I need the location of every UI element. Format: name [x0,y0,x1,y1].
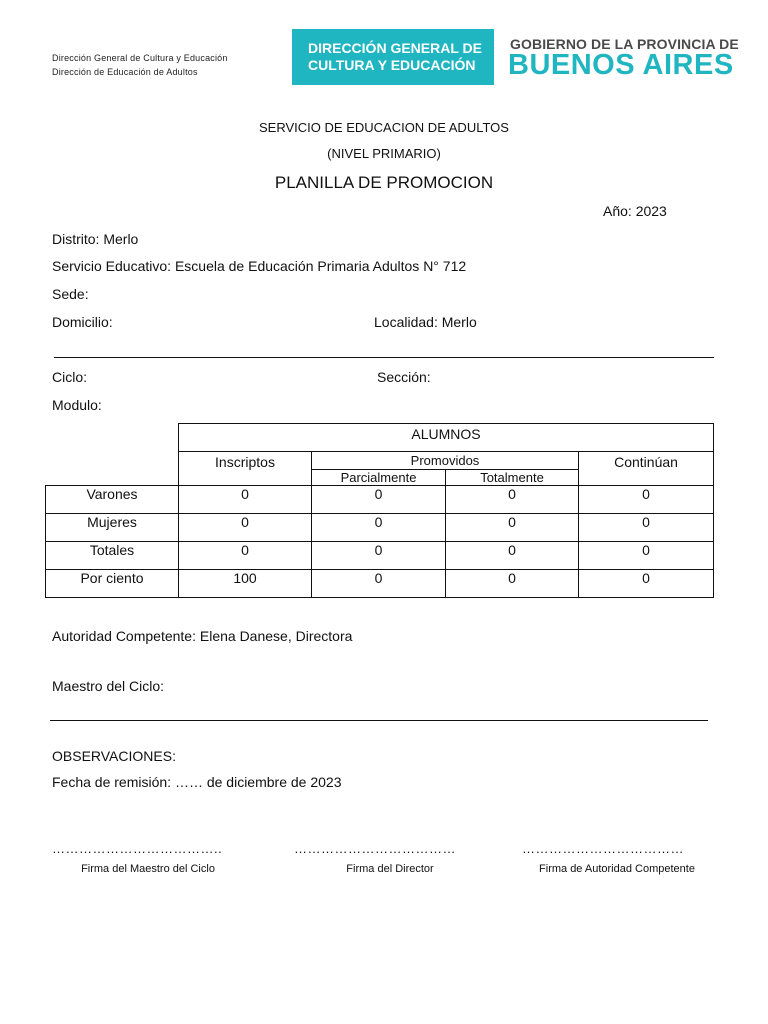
logo-line-2: CULTURA Y EDUCACIÓN [308,57,476,73]
header-small-line-1: Dirección General de Cultura y Educación [52,53,228,63]
year-field: Año: 2023 [603,203,667,219]
table-subheader-row [46,452,714,470]
parcialmente-header: Parcialmente [312,470,446,486]
district-field: Distrito: Merlo [52,231,139,247]
page-title: PLANILLA DE PROMOCION [274,173,494,192]
row-label: Mujeres [46,514,179,542]
divider-line-1 [54,357,714,358]
totalmente-header: Totalmente [446,470,579,486]
cell-inscriptos: 100 [179,570,312,598]
promotion-table [45,423,714,598]
cell-total: 0 [446,514,579,542]
cell-inscriptos: 0 [179,486,312,514]
cell-parcial: 0 [312,514,446,542]
modulo-field: Modulo: [52,397,102,413]
localidad-field: Localidad: Merlo [374,314,477,330]
inscriptos-header: Inscriptos [179,452,312,486]
province-name: BUENOS AIRES [508,49,734,81]
cell-parcial: 0 [312,570,446,598]
signature-line-autoridad: ……………………………… [522,841,684,856]
ciclo-field: Ciclo: [52,369,88,385]
cell-inscriptos: 0 [179,514,312,542]
signature-line-director: ……………………………… [294,841,456,856]
service-title: SERVICIO DE EDUCACION DE ADULTOS [259,120,509,135]
table-row [46,570,714,598]
logo-line-1: DIRECCIÓN GENERAL DE [308,40,482,56]
observaciones-label: OBSERVACIONES: [52,748,176,764]
cell-total: 0 [446,542,579,570]
government-label: GOBIERNO DE LA PROVINCIA DE [510,36,739,52]
row-label: Por ciento [46,570,179,598]
cell-continuan: 0 [579,514,714,542]
table-row [46,486,714,514]
header-small-text [52,51,228,79]
row-label: Varones [46,486,179,514]
table-row [46,514,714,542]
level-title: (NIVEL PRIMARIO) [327,146,441,161]
cell-total: 0 [446,570,579,598]
cell-continuan: 0 [579,570,714,598]
continuan-header: Continúan [579,452,714,486]
sede-field: Sede: [52,286,89,302]
cell-parcial: 0 [312,486,446,514]
domicilio-field: Domicilio: [52,314,113,330]
service-field: Servicio Educativo: Escuela de Educación Primaria Adultos N° 712 [52,258,467,274]
signature-label-maestro: Firma del Maestro del Ciclo [81,863,215,875]
cell-parcial: 0 [312,542,446,570]
seccion-field: Sección: [377,369,431,385]
cell-inscriptos: 0 [179,542,312,570]
promovidos-header: Promovidos [312,452,579,470]
cell-continuan: 0 [579,542,714,570]
cell-continuan: 0 [579,486,714,514]
maestro-field: Maestro del Ciclo: [52,678,165,694]
header-small-line-2: Dirección de Educación de Adultos [52,67,198,77]
autoridad-field: Autoridad Competente: Elena Danese, Directora [52,628,353,644]
signature-label-director: Firma del Director [346,863,434,875]
dgcye-logo [292,29,494,85]
table-group-header-row [46,424,714,452]
fecha-remision: Fecha de remisión: …… de diciembre de 2023 [52,774,342,790]
cell-total: 0 [446,486,579,514]
signature-label-autoridad: Firma de Autoridad Competente [539,863,695,875]
alumnos-header: ALUMNOS [179,424,714,452]
signature-line-maestro: ……………………………….. [52,841,223,856]
divider-line-2 [50,720,708,721]
row-label: Totales [46,542,179,570]
table-row [46,542,714,570]
